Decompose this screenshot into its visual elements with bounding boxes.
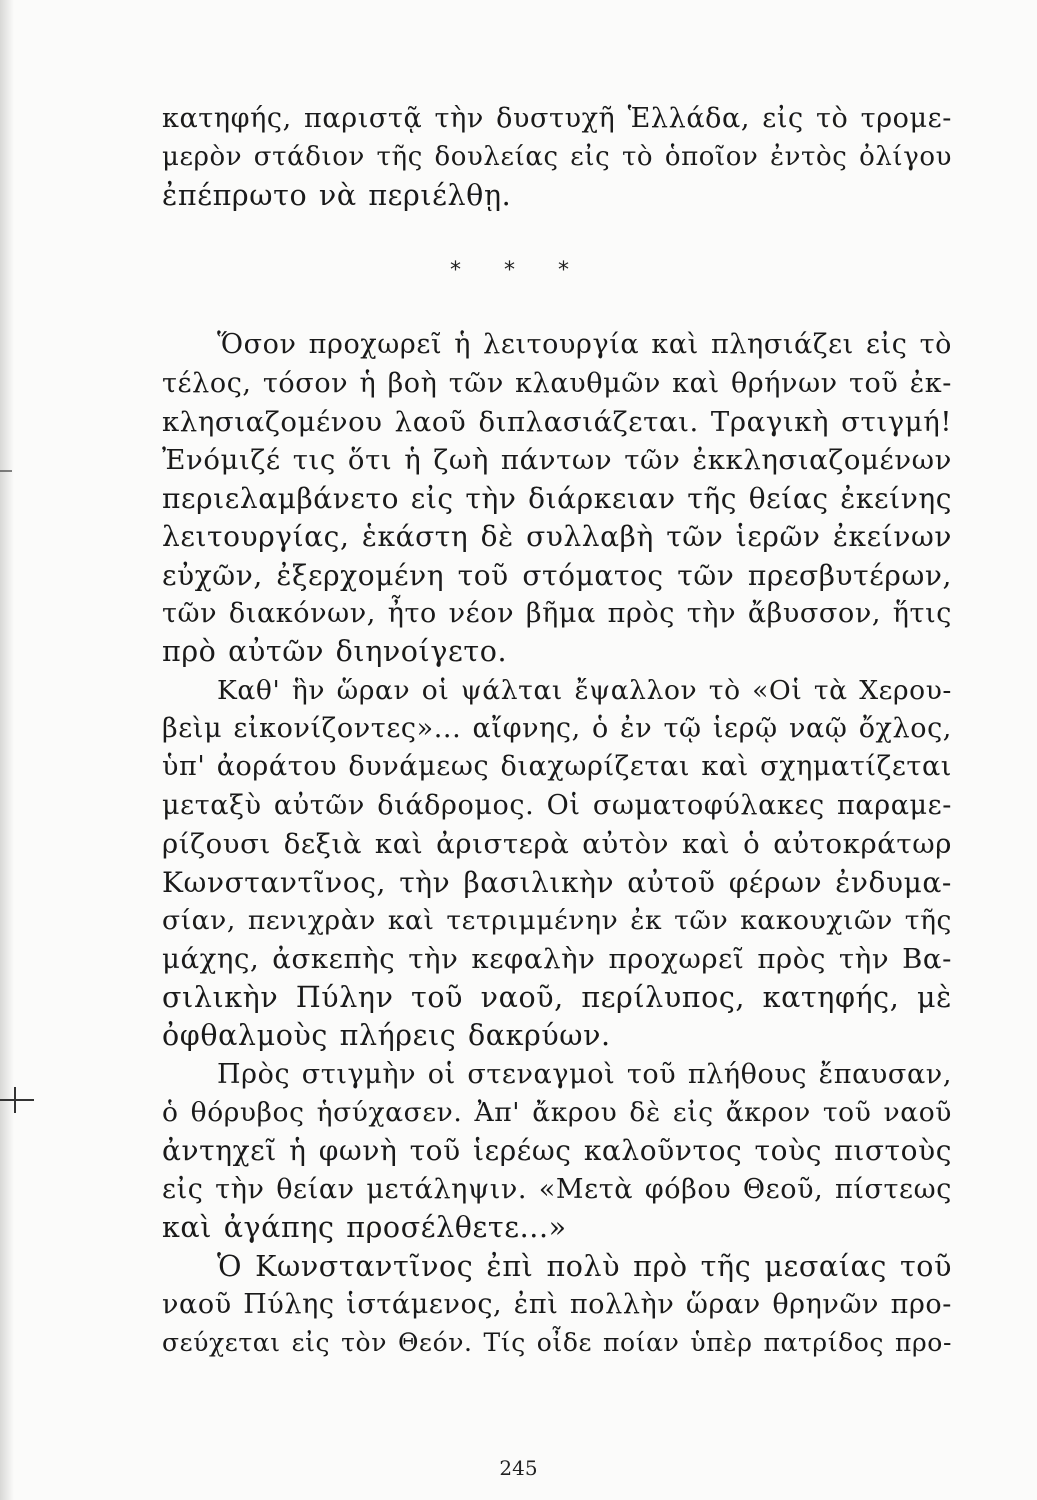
text-line: Πρὸς στιγμὴν οἱ στεναγμοὶ τοῦ πλήθους ἔπαυσαν, bbox=[217, 1058, 952, 1090]
text-line: τέλος, τόσον ἡ βοὴ τῶν κλαυθμῶν καὶ θρήνων τοῦ ἐκ- bbox=[162, 367, 952, 399]
text-line: ρίζουσι δεξιὰ καὶ ἀριστερὰ αὐτὸν καὶ ὁ αὐτοκράτωρ bbox=[162, 828, 952, 861]
text-line: ὁ θόρυβος ἡσύχασεν. Ἀπ' ἄκρου δὲ εἰς ἄκρον τοῦ ναοῦ bbox=[162, 1096, 952, 1128]
text-line: βεὶμ εἰκονίζοντες»... αἴφνης, ὁ ἐν τῷ ἱερῷ ναῷ ὄχλος, bbox=[162, 713, 952, 745]
binding-mark bbox=[0, 470, 12, 472]
text-line: ὀφθαλμοὺς πλήρεις δακρύων. bbox=[162, 1019, 611, 1053]
text-line: λειτουργίας, ἑκάστη δὲ συλλαβὴ τῶν ἱερῶν ἐκείνων bbox=[162, 520, 952, 554]
text-line: ἐπέπρωτο νὰ περιέλθῃ. bbox=[162, 178, 512, 212]
page-number: 245 bbox=[499, 1456, 538, 1480]
text-line: Κωνσταντῖνος, τὴν βασιλικὴν αὐτοῦ φέρων ἐνδυμα- bbox=[162, 865, 952, 899]
text-line: μερὸν στάδιον τῆς δουλείας εἰς τὸ ὁποῖον ἐντὸς ὀλίγου bbox=[162, 142, 952, 173]
text-line: κατηφής, παριστᾷ τὴν δυστυχῆ Ἑλλάδα, εἰς τὸ τρομε- bbox=[162, 103, 952, 134]
text-line: πρὸ αὐτῶν διηνοίγετο. bbox=[162, 635, 508, 669]
text-line: τῶν διακόνων, ἦτο νέον βῆμα πρὸς τὴν ἄβυσσον, ἥτις bbox=[162, 597, 952, 629]
text-line: περιελαμβάνετο εἰς τὴν διάρκειαν τῆς θείας ἐκείνης bbox=[162, 481, 952, 515]
text-line: Ἐνόμιζέ τις ὅτι ἡ ζωὴ πάντων τῶν ἐκκλησιαζομένων bbox=[162, 444, 952, 477]
section-separator: * * * bbox=[450, 258, 587, 283]
binding-mark bbox=[0, 1099, 34, 1101]
text-line: ναοῦ Πύλης ἱστάμενος, ἐπὶ πολλὴν ὥραν θρηνῶν προ- bbox=[162, 1288, 952, 1320]
body-text bbox=[162, 100, 952, 1363]
text-line: μεταξὺ αὐτῶν διάδρομος. Οἱ σωματοφύλακες παραμε- bbox=[162, 789, 952, 821]
text-line: Ὅσον προχωρεῖ ἡ λειτουργία καὶ πλησιάζει εἰς τὸ bbox=[217, 329, 952, 361]
text-line: εἰς τὴν θείαν μετάληψιν. «Μετὰ φόβου Θεοῦ, πίστεως bbox=[162, 1173, 952, 1205]
text-line: ὑπ' ἀοράτου δυνάμεως διαχωρίζεται καὶ σχηματίζεται bbox=[162, 751, 952, 783]
text-line: σιλικὴν Πύλην τοῦ ναοῦ, περίλυπος, κατηφής, μὲ bbox=[162, 980, 952, 1014]
text-line: σίαν, πενιχρὰν καὶ τετριμμένην ἐκ τῶν κακουχιῶν τῆς bbox=[162, 905, 952, 937]
text-line: σεύχεται εἰς τὸν Θεόν. Τίς οἶδε ποίαν ὑπὲρ πατρίδος προ- bbox=[162, 1328, 952, 1358]
text-line: μάχης, ἀσκεπὴς τὴν κεφαλὴν προχωρεῖ πρὸς τὴν Βα- bbox=[162, 943, 952, 976]
text-line: ἀντηχεῖ ἡ φωνὴ τοῦ ἱερέως καλοῦντος τοὺς πιστοὺς bbox=[162, 1134, 952, 1168]
text-line: Καθ' ἣν ὥραν οἱ ψάλται ἔψαλλον τὸ «Οἱ τὰ Χερου- bbox=[217, 674, 952, 706]
page-edge-shadow bbox=[0, 0, 14, 1500]
text-line: Ὁ Κωνσταντῖνος ἐπὶ πολὺ πρὸ τῆς μεσαίας τοῦ bbox=[217, 1249, 952, 1283]
text-line: καὶ ἀγάπης προσέλθετε...» bbox=[162, 1211, 567, 1245]
text-line: κλησιαζομένου λαοῦ διπλασιάζεται. Τραγικὴ στιγμή! bbox=[162, 405, 952, 438]
text-line: εὐχῶν, ἐξερχομένη τοῦ στόματος τῶν πρεσβυτέρων, bbox=[162, 558, 952, 592]
